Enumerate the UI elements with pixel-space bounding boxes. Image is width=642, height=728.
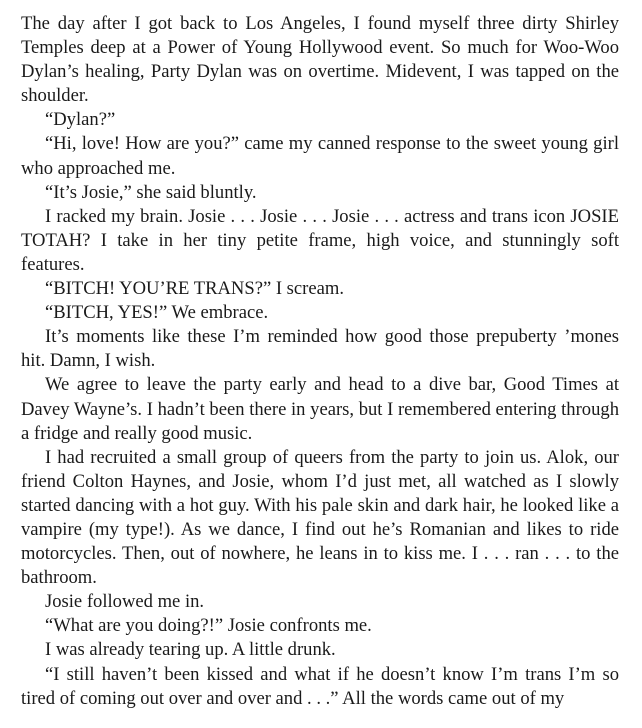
- paragraph-5: I racked my brain. Josie . . . Josie . . . Josie . . . actress and trans icon JOSIE TOTAH? I take in her tiny petite frame, high voice, and stunningly soft features.: [21, 205, 619, 275]
- paragraph-4: “It’s Josie,” she said bluntly.: [45, 181, 257, 203]
- paragraph-13: I was already tearing up. A little drunk.: [45, 639, 336, 661]
- paragraph-1: The day after I got back to Los Angeles, I found myself three dirty Shirley Temples deep at a Power of Young Hollywood event. So much for Woo-Woo Dylan’s healing, Party Dylan was on overtime. Midevent, I was tapped on the shoulder.: [21, 13, 619, 107]
- paragraph-7: “BITCH, YES!” We embrace.: [45, 302, 269, 324]
- paragraph-12: “What are you doing?!” Josie confronts me.: [45, 615, 372, 637]
- paragraph-8: It’s moments like these I’m reminded how good those prepuberty ’mones hit. Damn, I wish.: [21, 326, 619, 372]
- paragraph-6: “BITCH! YOU’RE TRANS?” I scream.: [45, 278, 344, 300]
- paragraph-9: We agree to leave the party early and head to a dive bar, Good Times at Davey Wayne’s. I hadn’t been there in years, but I remembered entering through a fridge and really good music.: [21, 374, 619, 444]
- paragraph-3: “Hi, love! How are you?” came my canned response to the sweet young girl who approached me.: [21, 133, 619, 179]
- book-page: [21, 12, 619, 711]
- paragraph-14: “I still haven’t been kissed and what if he doesn’t know I’m trans I’m so tired of coming out over and over and . . .” All the words came out of my: [21, 663, 619, 709]
- paragraph-10: I had recruited a small group of queers from the party to join us. Alok, our friend Colton Haynes, and Josie, whom I’d just met, all watched as I slowly started dancing with a hot guy. With his pale skin and dark hair, he looked like a vampire (my type!). As we dance, I find out he’s Romanian and likes to ride motorcycles. Then, out of nowhere, he leans in to kiss me. I . . . ran . . . to the bathroom.: [21, 446, 619, 589]
- paragraph-11: Josie followed me in.: [45, 591, 205, 613]
- paragraph-2: “Dylan?”: [45, 109, 116, 131]
